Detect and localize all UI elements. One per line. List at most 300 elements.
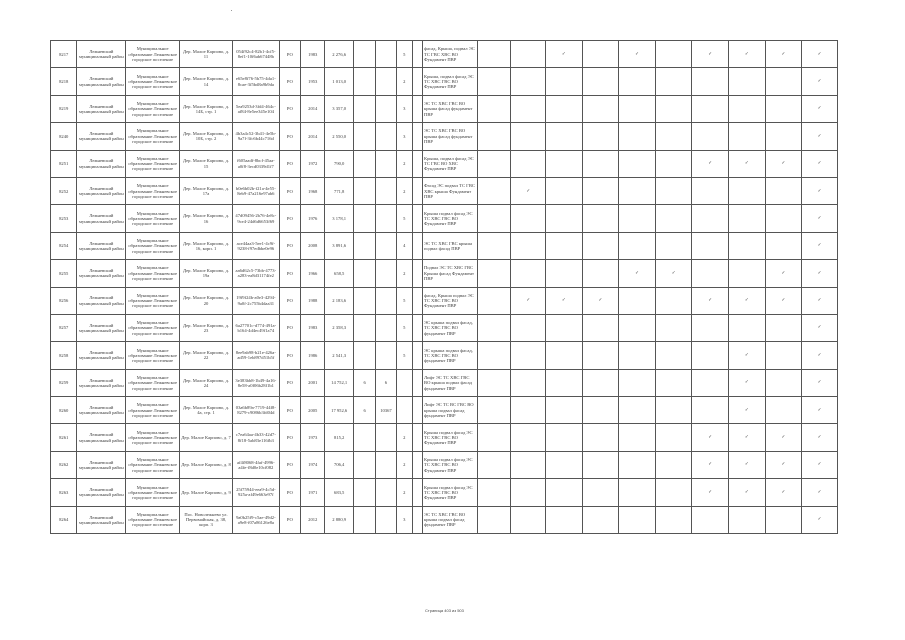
- check-cell: [619, 342, 656, 369]
- year-cell: 1986: [301, 342, 325, 369]
- settlement-cell: Муниципальное образование Лежневское городское поселение: [126, 177, 180, 204]
- check-icon: ✓: [708, 462, 713, 468]
- row-id-cell: 8258: [51, 342, 77, 369]
- year-cell: 2014: [301, 95, 325, 122]
- check-icon: ✓: [598, 298, 603, 304]
- row-id-cell: 8240: [51, 123, 77, 150]
- blank-cell: [412, 424, 422, 451]
- check-cell: [582, 506, 619, 533]
- address-cell: Дер. Малое Карпово, д. 23: [180, 314, 233, 341]
- address-cell: Дер. Малое Карпово, д. 24: [180, 369, 233, 396]
- check-cell: [511, 451, 546, 478]
- row-id-cell: 8262: [51, 451, 77, 478]
- check-cell: [692, 287, 729, 314]
- blank-cell: [412, 287, 422, 314]
- row-id-cell: 8251: [51, 150, 77, 177]
- check-cell: [765, 68, 802, 95]
- check-cell: [582, 397, 619, 424]
- address-cell: Дер. Малое Карпово, д. 15: [180, 150, 233, 177]
- entrances-cell: 2: [396, 260, 412, 287]
- check-icon: ✓: [817, 243, 822, 249]
- check-cell: [582, 260, 619, 287]
- floors-cell: [376, 232, 396, 259]
- check-icon: ✓: [744, 435, 749, 441]
- material-cell: РО: [279, 451, 300, 478]
- entrances-cell: 2: [396, 451, 412, 478]
- check-cell: [692, 451, 729, 478]
- material-cell: РО: [279, 260, 300, 287]
- blank-cell: [477, 314, 511, 341]
- check-icon: ✓: [708, 298, 713, 304]
- table-row: [51, 479, 838, 506]
- settlement-cell: Муниципальное образование Лежневское городское поселение: [126, 205, 180, 232]
- check-icon: ✓: [744, 380, 749, 386]
- blank-cell: [412, 314, 422, 341]
- entrances-cell: 5: [396, 41, 412, 68]
- count-cell: [353, 451, 375, 478]
- check-cell: [729, 424, 766, 451]
- blank-cell: [477, 479, 511, 506]
- blank-cell: [477, 232, 511, 259]
- check-cell: [546, 342, 583, 369]
- address-cell: Дер. Малое Карпово, д. 16, корп. 1: [180, 232, 233, 259]
- check-cell: [619, 506, 656, 533]
- house-uid-cell: 03a6b89a-7719-44f8-8279-c9086b3fd04d: [232, 397, 279, 424]
- floors-cell: [376, 314, 396, 341]
- check-cell: [655, 95, 692, 122]
- material-cell: РО: [279, 123, 300, 150]
- settlement-cell: Муниципальное образование Лежневское городское поселение: [126, 397, 180, 424]
- area-cell: 2 358,3: [325, 314, 353, 341]
- check-cell: [692, 177, 729, 204]
- check-cell: [692, 342, 729, 369]
- table-row: [51, 287, 838, 314]
- count-cell: [353, 41, 375, 68]
- material-cell: РО: [279, 68, 300, 95]
- district-cell: Лежневский муниципальный район: [77, 95, 126, 122]
- blank-cell: [477, 506, 511, 533]
- material-cell: РО: [279, 479, 300, 506]
- year-cell: 2012: [301, 506, 325, 533]
- entrances-cell: 2: [396, 424, 412, 451]
- floors-cell: [376, 260, 396, 287]
- count-cell: 6: [353, 369, 375, 396]
- area-cell: 2 541,3: [325, 342, 353, 369]
- check-cell: [765, 260, 802, 287]
- blank-cell: [477, 260, 511, 287]
- year-cell: 1974: [301, 451, 325, 478]
- check-cell: [765, 451, 802, 478]
- check-icon: ✓: [817, 435, 822, 441]
- check-cell: [692, 232, 729, 259]
- blank-cell: [477, 397, 511, 424]
- check-cell: [619, 260, 656, 287]
- entrances-cell: 2: [396, 150, 412, 177]
- blank-cell: [412, 95, 422, 122]
- check-icon: ✓: [744, 51, 749, 57]
- settlement-cell: Муниципальное образование Лежневское городское поселение: [126, 479, 180, 506]
- address-cell: Дер. Малое Карпово, д. 19а: [180, 260, 233, 287]
- blank-cell: [477, 68, 511, 95]
- check-cell: [546, 177, 583, 204]
- check-icon: ✓: [561, 298, 566, 304]
- check-cell: [655, 232, 692, 259]
- check-cell: [655, 177, 692, 204]
- check-cell: [729, 506, 766, 533]
- check-icon: ✓: [744, 298, 749, 304]
- blank-cell: [412, 479, 422, 506]
- check-cell: [729, 95, 766, 122]
- row-id-cell: 8253: [51, 205, 77, 232]
- check-cell: [729, 314, 766, 341]
- check-cell: [582, 232, 619, 259]
- check-cell: [765, 177, 802, 204]
- works-cell: ЭС крыша подвал фасад, ТС ХВС ГВС ВО фундамент ПВР: [423, 342, 478, 369]
- blank-cell: [477, 205, 511, 232]
- settlement-cell: Муниципальное образование Лежневское городское поселение: [126, 451, 180, 478]
- settlement-cell: Муниципальное образование Лежневское городское поселение: [126, 369, 180, 396]
- house-uid-cell: 19f9f24b-a0e3-4294-9a0f-2c755b4daa31: [232, 287, 279, 314]
- settlement-cell: Муниципальное образование Лежневское городское поселение: [126, 232, 180, 259]
- check-cell: [619, 150, 656, 177]
- check-cell: [729, 369, 766, 396]
- row-id-cell: 8260: [51, 397, 77, 424]
- blank-cell: [412, 369, 422, 396]
- check-icon: ✓: [635, 270, 639, 276]
- check-cell: [655, 342, 692, 369]
- check-cell: [582, 451, 619, 478]
- area-cell: 683,5: [325, 479, 353, 506]
- material-cell: РО: [279, 314, 300, 341]
- settlement-cell: Муниципальное образование Лежневское городское поселение: [126, 314, 180, 341]
- check-cell: [692, 506, 729, 533]
- area-cell: 14 752,1: [325, 369, 353, 396]
- area-cell: 2 880,9: [325, 506, 353, 533]
- check-cell: [511, 287, 546, 314]
- check-cell: [582, 314, 619, 341]
- check-cell: [511, 123, 546, 150]
- floors-cell: [376, 123, 396, 150]
- house-uid-cell: af4f8068-4faf-4996-a4fe-f8d0e10cf082: [232, 451, 279, 478]
- count-cell: [353, 287, 375, 314]
- year-cell: 2008: [301, 232, 325, 259]
- check-icon: ✓: [744, 489, 749, 495]
- address-cell: Дер. Малое Карпово, д. 14: [180, 68, 233, 95]
- area-cell: 658,5: [325, 260, 353, 287]
- address-cell: Дер. Малое Карпово, д. 9: [180, 479, 233, 506]
- district-cell: Лежневский муниципальный район: [77, 205, 126, 232]
- year-cell: 1983: [301, 41, 325, 68]
- check-cell: [619, 205, 656, 232]
- district-cell: Лежневский муниципальный район: [77, 150, 126, 177]
- check-icon: ✓: [817, 298, 822, 304]
- check-cell: [729, 232, 766, 259]
- check-cell: [511, 397, 546, 424]
- check-cell: [511, 177, 546, 204]
- check-cell: [729, 150, 766, 177]
- works-cell: ЭС ТС ХВС ГВС ВО крыша фасад фундамент ПВР: [423, 123, 478, 150]
- check-icon: ✓: [817, 133, 822, 139]
- check-cell: [619, 424, 656, 451]
- check-icon: ✓: [708, 161, 713, 167]
- check-cell: [802, 260, 838, 287]
- check-cell: [655, 424, 692, 451]
- floors-cell: [376, 150, 396, 177]
- settlement-cell: Муниципальное образование Лежневское городское поселение: [126, 342, 180, 369]
- check-cell: [802, 424, 838, 451]
- check-icon: ✓: [817, 407, 822, 413]
- address-cell: Дер. Малое Карпово, д. 14Б, стр. 1: [180, 95, 233, 122]
- check-cell: [692, 369, 729, 396]
- check-cell: [729, 41, 766, 68]
- check-icon: ✓: [781, 51, 786, 57]
- floors-cell: 10367: [376, 397, 396, 424]
- material-cell: РО: [279, 397, 300, 424]
- check-cell: [546, 314, 583, 341]
- district-cell: Лежневский муниципальный район: [77, 342, 126, 369]
- check-cell: [619, 232, 656, 259]
- row-id-cell: 8256: [51, 287, 77, 314]
- area-cell: 3 357,0: [325, 95, 353, 122]
- check-cell: [765, 506, 802, 533]
- check-cell: [729, 342, 766, 369]
- check-icon: ✓: [744, 462, 749, 468]
- material-cell: РО: [279, 41, 300, 68]
- check-cell: [802, 287, 838, 314]
- year-cell: 1966: [301, 260, 325, 287]
- district-cell: Лежневский муниципальный район: [77, 397, 126, 424]
- check-cell: [546, 232, 583, 259]
- check-cell: [765, 150, 802, 177]
- row-id-cell: 8259: [51, 369, 77, 396]
- house-uid-cell: f605aadf-8bcf-45aa-a0f8-3ecd0339d1f7: [232, 150, 279, 177]
- check-cell: [802, 150, 838, 177]
- check-cell: [582, 424, 619, 451]
- check-cell: [729, 397, 766, 424]
- check-cell: [692, 68, 729, 95]
- blank-cell: [412, 260, 422, 287]
- floors-cell: [376, 451, 396, 478]
- count-cell: [353, 506, 375, 533]
- blank-cell: [477, 369, 511, 396]
- check-cell: [765, 424, 802, 451]
- check-cell: [802, 479, 838, 506]
- floors-cell: 6: [376, 369, 396, 396]
- housing-register-table: [50, 40, 838, 534]
- district-cell: Лежневский муниципальный район: [77, 424, 126, 451]
- check-icon: ✓: [708, 489, 713, 495]
- entrances-cell: 5: [396, 205, 412, 232]
- check-cell: [802, 205, 838, 232]
- blank-cell: [477, 150, 511, 177]
- check-cell: [692, 424, 729, 451]
- address-cell: Дер. Малое Карпово, д. 20: [180, 287, 233, 314]
- check-cell: [546, 150, 583, 177]
- check-cell: [802, 232, 838, 259]
- check-cell: [546, 424, 583, 451]
- works-cell: Крыша, подвал фасад ЭС ТС ГВС ВО ХВС Фундамент ПВР: [423, 150, 478, 177]
- check-icon: ✓: [817, 215, 822, 221]
- year-cell: 2001: [301, 369, 325, 396]
- district-cell: Лежневский муниципальный район: [77, 41, 126, 68]
- area-cell: 17 952,6: [325, 397, 353, 424]
- check-cell: [582, 150, 619, 177]
- check-icon: ✓: [526, 188, 531, 194]
- check-cell: [692, 41, 729, 68]
- district-cell: Лежневский муниципальный район: [77, 451, 126, 478]
- check-cell: [765, 479, 802, 506]
- area-cell: 3 891,6: [325, 232, 353, 259]
- table-row: [51, 123, 838, 150]
- check-cell: [546, 95, 583, 122]
- entrances-cell: 2: [396, 177, 412, 204]
- check-cell: [582, 123, 619, 150]
- works-cell: Подвал ЭС ТС ХВС ГВС Крыша фасад Фундамент ПВР: [423, 260, 478, 287]
- check-cell: [511, 369, 546, 396]
- check-cell: [546, 260, 583, 287]
- house-uid-cell: c7ea64aa-4b33-42d7-8f18-5ab83e116fb3: [232, 424, 279, 451]
- blank-cell: [477, 287, 511, 314]
- row-id-cell: 8218: [51, 68, 77, 95]
- check-cell: [619, 397, 656, 424]
- check-cell: [692, 123, 729, 150]
- works-cell: ЭС ТС ХВС ГВС ВО крыша фасад фундамент ПВР: [423, 95, 478, 122]
- count-cell: [353, 342, 375, 369]
- material-cell: РО: [279, 506, 300, 533]
- table-row: [51, 451, 838, 478]
- works-cell: ЭС крыша подвал фасад, ТС ХВС ГВС ВО фундамент ПВР: [423, 314, 478, 341]
- count-cell: [353, 150, 375, 177]
- blank-cell: [412, 342, 422, 369]
- check-cell: [619, 287, 656, 314]
- table-row: [51, 41, 838, 68]
- floors-cell: [376, 41, 396, 68]
- house-uid-cell: 25f75944-eea9-4c5d-925a-af49e663e97f: [232, 479, 279, 506]
- row-id-cell: 8255: [51, 260, 77, 287]
- floors-cell: [376, 177, 396, 204]
- entrances-cell: 5: [396, 287, 412, 314]
- check-cell: [511, 68, 546, 95]
- check-cell: [546, 287, 583, 314]
- year-cell: 1971: [301, 479, 325, 506]
- check-cell: [729, 177, 766, 204]
- check-cell: [655, 314, 692, 341]
- material-cell: РО: [279, 369, 300, 396]
- check-cell: [619, 68, 656, 95]
- table-row: [51, 369, 838, 396]
- material-cell: РО: [279, 177, 300, 204]
- check-cell: [655, 397, 692, 424]
- check-cell: [655, 41, 692, 68]
- count-cell: [353, 205, 375, 232]
- address-cell: Дер. Малое Карпово, д. 22: [180, 342, 233, 369]
- material-cell: РО: [279, 342, 300, 369]
- blank-cell: [412, 451, 422, 478]
- check-cell: [619, 369, 656, 396]
- settlement-cell: Муниципальное образование Лежневское городское поселение: [126, 260, 180, 287]
- area-cell: 3 178,1: [325, 205, 353, 232]
- check-cell: [619, 95, 656, 122]
- check-cell: [655, 506, 692, 533]
- row-id-cell: 8263: [51, 479, 77, 506]
- material-cell: РО: [279, 287, 300, 314]
- blank-cell: [477, 451, 511, 478]
- check-cell: [619, 41, 656, 68]
- check-cell: [765, 342, 802, 369]
- check-icon: ✓: [817, 462, 822, 468]
- material-cell: РО: [279, 205, 300, 232]
- check-cell: [802, 397, 838, 424]
- check-icon: ✓: [817, 270, 822, 276]
- district-cell: Лежневский муниципальный район: [77, 232, 126, 259]
- check-cell: [582, 205, 619, 232]
- house-uid-cell: 6a27701c-d774-491a-b164-4d4ec49f1a74: [232, 314, 279, 341]
- table-row: [51, 342, 838, 369]
- count-cell: [353, 479, 375, 506]
- row-id-cell: 8261: [51, 424, 77, 451]
- blank-cell: [412, 150, 422, 177]
- house-uid-cell: 054f92c4-82b1-4cf5-8ef1-10f6ab67448b: [232, 41, 279, 68]
- check-cell: [546, 41, 583, 68]
- count-cell: [353, 68, 375, 95]
- check-cell: [692, 260, 729, 287]
- check-cell: [511, 150, 546, 177]
- check-cell: [655, 68, 692, 95]
- address-cell: Дер. Малое Карпово, д. 4а, стр. 1: [180, 397, 233, 424]
- address-cell: Дер. Малое Карпово, д. 8: [180, 451, 233, 478]
- district-cell: Лежневский муниципальный район: [77, 260, 126, 287]
- entrances-cell: 5: [396, 342, 412, 369]
- blank-cell: [412, 177, 422, 204]
- check-icon: ✓: [744, 161, 749, 167]
- works-cell: Крыша подвал фасад ЭС ТС ХВС ГВС ВО Фундамент ПВР: [423, 205, 478, 232]
- house-uid-cell: aa6d62c5-73bb-4773-a283-ea8d31174fe2: [232, 260, 279, 287]
- check-cell: [802, 342, 838, 369]
- works-cell: ЭС ТС ХВС ГВС крыша подвал фасад ПВР: [423, 232, 478, 259]
- check-cell: [802, 369, 838, 396]
- material-cell: РО: [279, 232, 300, 259]
- year-cell: 1953: [301, 68, 325, 95]
- table-row: [51, 95, 838, 122]
- house-uid-cell: ace44aa3-5ee1-4c9f-9238-f97edbbe0e96: [232, 232, 279, 259]
- address-cell: Дер. Малое Карпово, д. 11: [180, 41, 233, 68]
- house-uid-cell: 5ea9253d-3fd4-464c-af84-8e5ee345e104: [232, 95, 279, 122]
- year-cell: 1976: [301, 205, 325, 232]
- page-footer: Страница 403 из 503: [425, 608, 464, 613]
- entrances-cell: [396, 369, 412, 396]
- house-uid-cell: 9a0b25f9-c5ae-49d2-a9e8-f07a86126e8a: [232, 506, 279, 533]
- table-row: [51, 68, 838, 95]
- check-cell: [582, 479, 619, 506]
- check-cell: [765, 41, 802, 68]
- house-uid-cell: 3e383bb8-1b49-4a16-8e58-a0f06b28f1b1: [232, 369, 279, 396]
- check-cell: [765, 314, 802, 341]
- count-cell: [353, 424, 375, 451]
- check-icon: ✓: [817, 325, 822, 331]
- year-cell: 1968: [301, 177, 325, 204]
- check-cell: [546, 369, 583, 396]
- check-icon: ✓: [781, 462, 786, 468]
- check-icon: ✓: [781, 298, 786, 304]
- floors-cell: [376, 95, 396, 122]
- table-row: [51, 177, 838, 204]
- check-cell: [802, 123, 838, 150]
- table-row: [51, 232, 838, 259]
- check-icon: ✓: [708, 435, 713, 441]
- area-cell: 771,8: [325, 177, 353, 204]
- blank-cell: [477, 95, 511, 122]
- check-cell: [511, 424, 546, 451]
